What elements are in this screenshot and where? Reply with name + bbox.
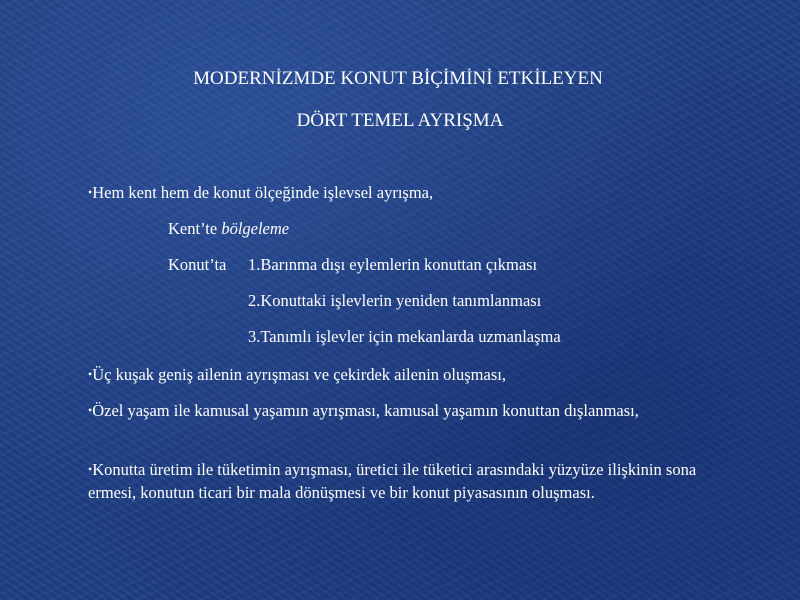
bullet-item-production-consumption [88,459,728,504]
bullet-icon: • [88,185,93,199]
sub-item-italic-term: bölgeleme [221,219,290,238]
bullet-text: Konutta üretim ile tüketimin ayrışması, üretici ile tüketici arasındaki yüzyüze ilişkinin sona ermesi, konutun ticari bir mala dönüşmesi ve bir konut piyasasının oluşması. [88,460,697,502]
sub-item-kent [168,218,289,240]
bullet-item-functional-separation [88,182,433,205]
bullet-icon: • [88,462,93,476]
slide-title-line-1: MODERNİZMDE KONUT BİÇİMİNİ ETKİLEYEN [193,68,603,89]
sub-item-label: Kent’te [168,219,222,238]
numbered-item-2: 2.Konuttaki işlevlerin yeniden tanımlanması [248,291,542,310]
bullet-text: Özel yaşam ile kamusal yaşamın ayrışması, kamusal yaşamın konuttan dışlanması, [92,401,639,420]
numbered-item-1: 1.Barınma dışı eylemlerin konuttan çıkması [248,255,538,274]
bullet-item-family [88,364,506,387]
numbered-item-3: 3.Tanımlı işlevler için mekanlarda uzmanlaşma [248,327,561,346]
bullet-text: Üç kuşak geniş ailenin ayrışması ve çekirdek ailenin oluşması, [92,365,506,384]
slide-title-line-2: DÖRT TEMEL AYRIŞMA [296,110,504,131]
sub-item-konut-label: Konut’ta [168,255,227,274]
bullet-text: Hem kent hem de konut ölçeğinde işlevsel ayrışma, [92,183,434,202]
bullet-icon: • [88,403,93,417]
bullet-item-private-public [88,400,688,423]
bullet-icon: • [88,367,93,381]
